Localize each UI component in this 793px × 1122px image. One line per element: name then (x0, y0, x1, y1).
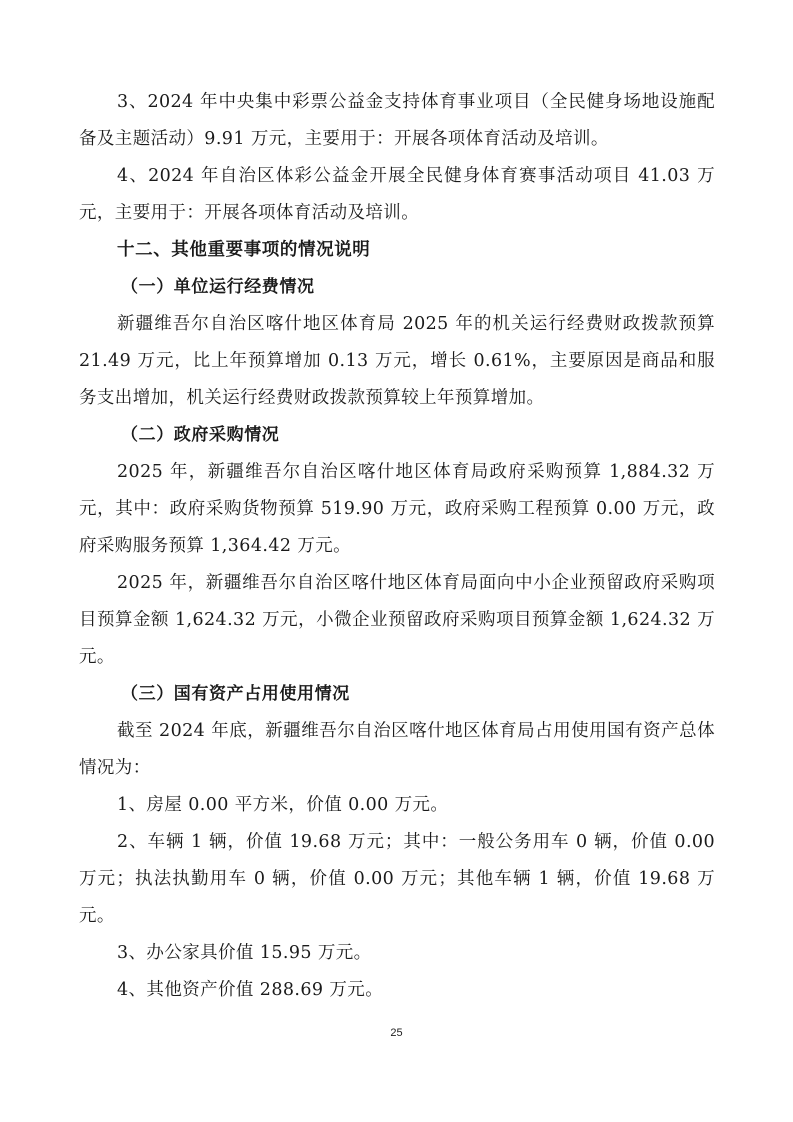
subsection-heading-procurement: （二）政府采购情况 (121, 425, 280, 445)
paragraph-assets-overview: 截至 2024 年底，新疆维吾尔自治区喀什地区体育局占用使用国有资产总体情况为： (79, 721, 715, 778)
paragraph-assets-furniture: 3、办公家具价值 15.95 万元。 (117, 943, 372, 963)
paragraph-assets-vehicles: 2、车辆 1 辆，价值 19.68 万元；其中：一般公务用车 0 辆，价值 0.00 万元；执法执勤用车 0 辆，价值 0.00 万元；其他车辆 1 辆，价值 19.68 万元。 (79, 832, 715, 926)
page-number: 25 (390, 1027, 403, 1039)
paragraph-assets-other: 4、其他资产价值 288.69 万元。 (117, 980, 384, 1000)
subsection-heading-operating-expenses: （一）单位运行经费情况 (121, 277, 315, 297)
paragraph-lottery-region: 4、2024 年自治区体彩公益金开展全民健身体育赛事活动项目 41.03 万元，主要用于：开展各项体育活动及培训。 (79, 166, 715, 223)
paragraph-procurement-budget: 2025 年，新疆维吾尔自治区喀什地区体育局政府采购预算 1,884.32 万元，其中：政府采购货物预算 519.90 万元，政府采购工程预算 0.00 万元，政府采购服务预算 1,364.42 万元。 (79, 462, 715, 556)
paragraph-operating-expenses: 新疆维吾尔自治区喀什地区体育局 2025 年的机关运行经费财政拨款预算 21.49 万元，比上年预算增加 0.13 万元，增长 0.61%，主要原因是商品和服务支出增加，机关运行经费财政拨款预算较上年预算增加。 (79, 314, 715, 408)
paragraph-assets-buildings: 1、房屋 0.00 平方米，价值 0.00 万元。 (117, 795, 449, 815)
paragraph-procurement-sme: 2025 年，新疆维吾尔自治区喀什地区体育局面向中小企业预留政府采购项目预算金额 1,624.32 万元，小微企业预留政府采购项目预算金额 1,624.32 万元。 (79, 573, 715, 667)
section-heading-other-matters: 十二、其他重要事项的情况说明 (117, 240, 371, 260)
document-body (79, 84, 715, 1009)
subsection-heading-state-assets: （三）国有资产占用使用情况 (121, 684, 350, 704)
paragraph-lottery-central: 3、2024 年中央集中彩票公益金支持体育事业项目（全民健身场地设施配备及主题活动）9.91 万元，主要用于：开展各项体育活动及培训。 (79, 92, 715, 149)
